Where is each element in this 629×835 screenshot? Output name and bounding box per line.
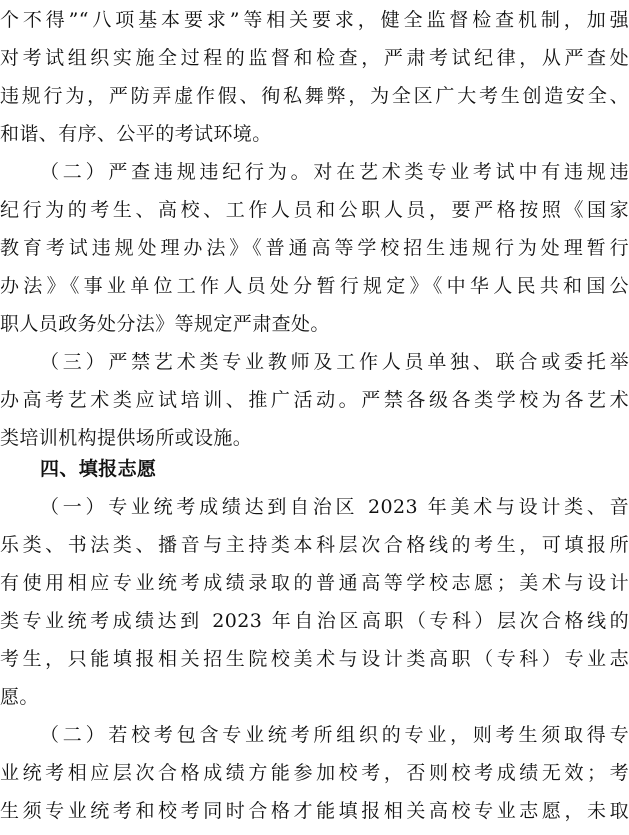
text-line: 违规行为，严防弄虚作假、徇私舞弊，为全区广大考生创造安全、 bbox=[0, 85, 629, 107]
text-line: 教育考试违规处理办法》《普通高等学校招生违规行为处理暂行 bbox=[0, 237, 629, 259]
text-line: 业统考相应层次合格成绩方能参加校考，否则校考成绩无效；考 bbox=[0, 762, 629, 784]
text-line: 有使用相应专业统考成绩录取的普通高等学校志愿；美术与设计 bbox=[0, 572, 629, 594]
text-line: 类专业统考成绩达到 2023 年自治区高职（专科）层次合格线的 bbox=[0, 610, 629, 632]
text-line: 个不得”“八项基本要求”等相关要求，健全监督检查机制，加强 bbox=[0, 9, 629, 31]
paragraph-first-line: （一）专业统考成绩达到自治区 2023 年美术与设计类、音 bbox=[40, 496, 629, 518]
text-line: 考生，只能填报相关招生院校美术与设计类高职（专科）专业志 bbox=[0, 648, 629, 670]
text-line: 办高考艺术类应试培训、推广活动。严禁各级各类学校为各艺术 bbox=[0, 389, 629, 411]
text-line: 对考试组织实施全过程的监督和检查，严肃考试纪律，从严查处 bbox=[0, 47, 629, 69]
text-line: 纪行为的考生、高校、工作人员和公职人员，要严格按照《国家 bbox=[0, 199, 629, 221]
paragraph-first-line: （二）若校考包含专业统考所组织的专业，则考生须取得专 bbox=[40, 724, 629, 746]
text-line: 职人员政务处分法》等规定严肃查处。 bbox=[0, 313, 330, 335]
section-heading: 四、填报志愿 bbox=[40, 458, 157, 480]
text-line: 和谐、有序、公平的考试环境。 bbox=[0, 123, 272, 145]
text-line: 类培训机构提供场所或设施。 bbox=[0, 427, 253, 449]
text-line: 乐类、书法类、播音与主持类本科层次合格线的考生，可填报所 bbox=[0, 534, 629, 556]
text-line: 愿。 bbox=[0, 686, 39, 708]
text-line: 生须专业统考和校考同时合格才能填报相关高校专业志愿，未取 bbox=[0, 800, 629, 822]
paragraph-first-line: （二）严查违规违纪行为。对在艺术类专业考试中有违规违 bbox=[40, 161, 629, 183]
paragraph-first-line: （三）严禁艺术类专业教师及工作人员单独、联合或委托举 bbox=[40, 351, 629, 373]
text-line: 办法》《事业单位工作人员处分暂行规定》《中华人民共和国公 bbox=[0, 275, 629, 297]
